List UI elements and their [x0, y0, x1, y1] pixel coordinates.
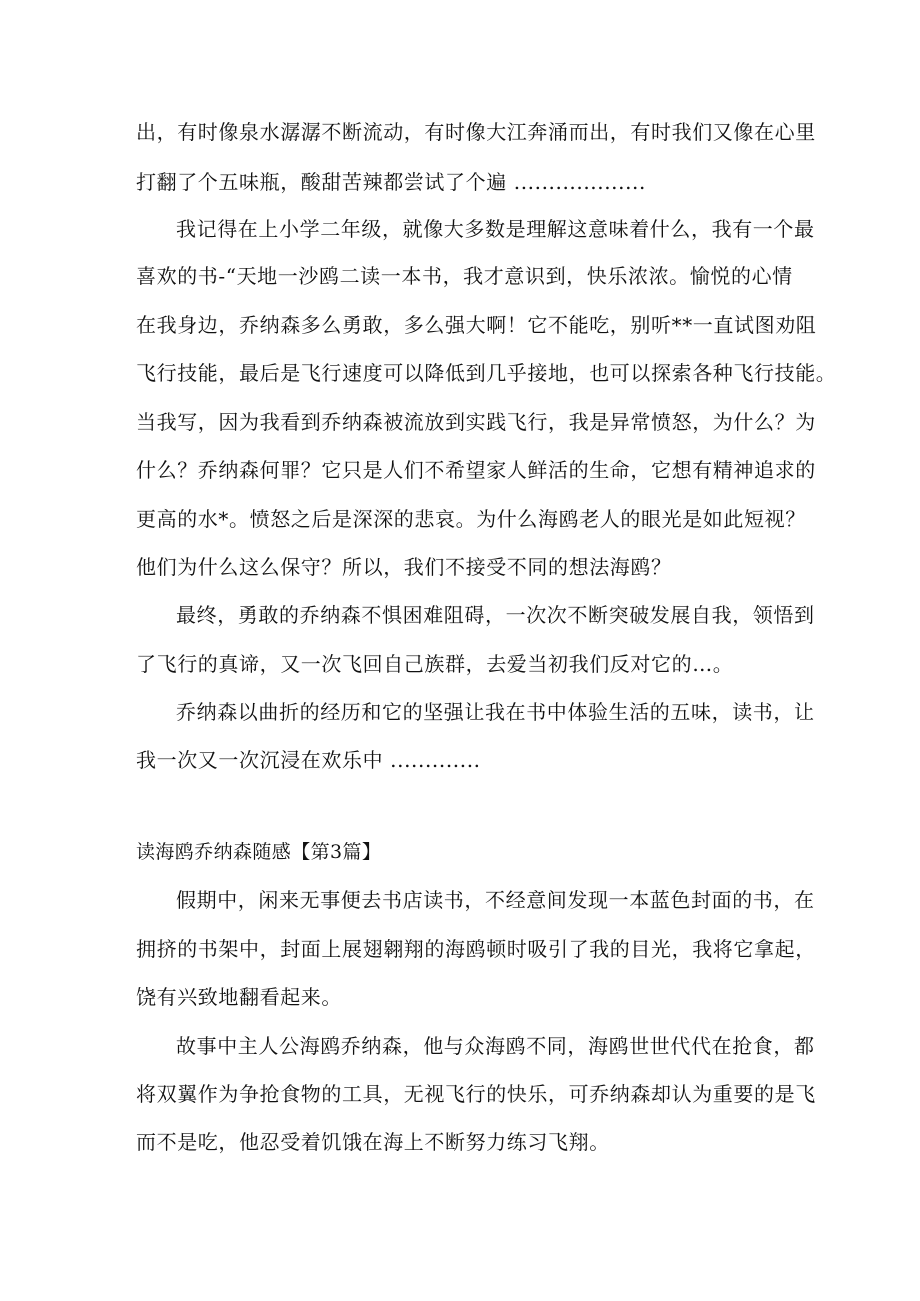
paragraph-line: 飞行技能，最后是飞行速度可以降低到几乎接地，也可以探索各种飞行技能。 [136, 361, 837, 385]
paragraph-line: 更高的水*。愤怒之后是深深的悲哀。为什么海鸥老人的眼光是如此短视？ [136, 507, 806, 531]
paragraph-line: 故事中主人公海鸥乔纳森，他与众海鸥不同，海鸥世世代代在抢食，都 [176, 1034, 815, 1058]
paragraph-line: 饶有兴致地翻看起来。 [136, 985, 342, 1009]
paragraph-line: 乔纳森以曲折的经历和它的坚强让我在书中体验生活的五味，读书，让 [176, 700, 815, 724]
paragraph-line: 什么？乔纳森何罪？它只是人们不希望家人鲜活的生命，它想有精神追求的 [136, 458, 816, 482]
paragraph-line: 拥挤的书架中，封面上展翅翱翔的海鸥顿时吸引了我的目光，我将它拿起， [136, 937, 816, 961]
paragraph-line: 我记得在上小学二年级，就像大多数是理解这意味着什么，我有一个最 [176, 217, 815, 241]
paragraph-line: 喜欢的书-“天地一沙鸥二读一本书，我才意识到，快乐浓浓。愉悦的心情 [136, 264, 793, 288]
paragraph-line: 当我写，因为我看到乔纳森被流放到实践飞行，我是异常愤怒，为什么？为 [136, 410, 816, 434]
section-heading: 读海鸥乔纳森随感【第3篇】 [136, 841, 382, 863]
paragraph-line: 假期中，闲来无事便去书店读书，不经意间发现一本蓝色封面的书，在 [176, 888, 815, 912]
paragraph-line: 出，有时像泉水潺潺不断流动，有时像大江奔涌而出，有时我们又像在心里 [136, 120, 816, 144]
paragraph-line: 将双翼作为争抢食物的工具，无视飞行的快乐，可乔纳森却认为重要的是飞 [136, 1082, 816, 1106]
paragraph-line: 在我身边，乔纳森多么勇敢，多么强大啊！它不能吃，别听**一直试图劝阻 [136, 313, 817, 337]
paragraph-line: 他们为什么这么保守？所以，我们不接受不同的想法海鸥？ [136, 555, 672, 579]
paragraph-line: 打翻了个五味瓶，酸甜苦辣都尝试了个遍 ................... [136, 170, 646, 194]
paragraph-line: 我一次又一次沉浸在欢乐中 ............. [136, 748, 481, 772]
paragraph-line: 了飞行的真谛，又一次飞回自己族群，去爱当初我们反对它的…。 [136, 652, 734, 676]
paragraph-line: 而不是吃，他忍受着饥饿在海上不断努力练习飞翔。 [136, 1130, 610, 1154]
paragraph-line: 最终，勇敢的乔纳森不惧困难阻碍，一次次不断突破发展自我，领悟到 [176, 603, 815, 627]
